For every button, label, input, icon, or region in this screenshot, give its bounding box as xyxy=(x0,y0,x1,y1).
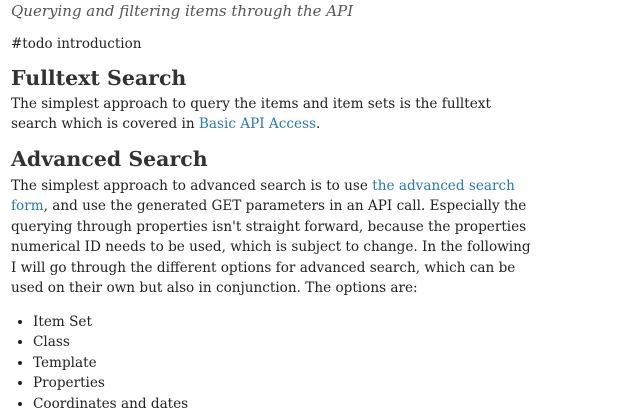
list-item: • Properties xyxy=(33,373,188,393)
fulltext-text-after-link: . xyxy=(315,116,321,133)
advanced-search-options-list xyxy=(11,312,188,414)
list-item: • Coordinates and dates xyxy=(33,394,188,414)
list-item: • Class xyxy=(33,332,188,352)
advanced-text-before-link: The simplest approach to advanced search is to use xyxy=(11,178,373,194)
fulltext-text-before-link: The simplest approach to query the items and item sets is the fulltext search which is covered in xyxy=(11,96,491,133)
fulltext-search-heading: Fulltext Search xyxy=(11,66,187,90)
todo-note: #todo introduction xyxy=(11,36,142,52)
basic-api-access-link[interactable]: Basic API Access xyxy=(198,116,316,133)
advanced-search-heading: Advanced Search xyxy=(11,147,208,171)
list-item: • Item Set xyxy=(33,312,188,332)
list-item: • Template xyxy=(33,353,188,373)
fulltext-search-paragraph xyxy=(11,94,531,135)
advanced-search-form-link[interactable]: the advanced search form xyxy=(11,178,515,215)
page-subtitle: Querying and filtering items through the API xyxy=(11,2,354,20)
advanced-search-paragraph xyxy=(11,176,531,298)
advanced-text-after-link: , and use the generated GET parameters in an API call. Especially the querying through properties isn't straight forward, because the properties numerical ID needs to be used, which is subject to change. In the following I will go through the different options for advanced search, which can be used on their own but also in conjunction. The options are: xyxy=(11,198,531,297)
